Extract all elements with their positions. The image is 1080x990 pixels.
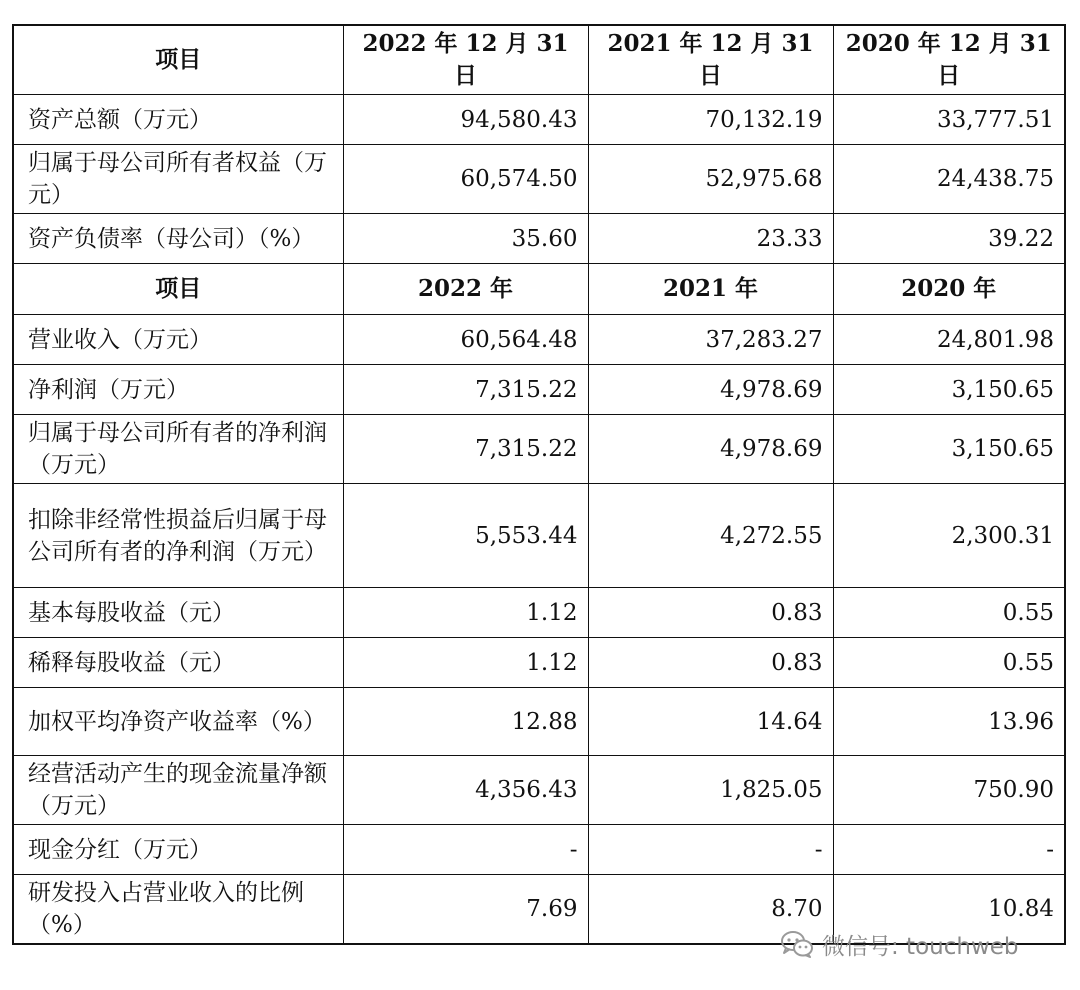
value-cell: 13.96 <box>833 688 1065 756</box>
value-cell: 7,315.22 <box>343 415 588 484</box>
table-row <box>13 588 1065 638</box>
value-cell: 4,356.43 <box>343 756 588 825</box>
row-label: 稀释每股收益（元） <box>13 638 343 688</box>
header-cell: 2021 年 12 月 31 日 <box>588 25 833 95</box>
value-cell: 37,283.27 <box>588 315 833 365</box>
row-label: 营业收入（万元） <box>13 315 343 365</box>
header-cell: 2021 年 <box>588 264 833 315</box>
value-cell: 10.84 <box>833 875 1065 945</box>
table-row <box>13 214 1065 264</box>
header-cell: 2020 年 <box>833 264 1065 315</box>
value-cell: 24,438.75 <box>833 145 1065 214</box>
value-cell: 3,150.65 <box>833 365 1065 415</box>
row-label: 资产负债率（母公司）（%） <box>13 214 343 264</box>
value-cell: 1,825.05 <box>588 756 833 825</box>
value-cell: - <box>588 825 833 875</box>
table-row <box>13 756 1065 825</box>
value-cell: 23.33 <box>588 214 833 264</box>
value-cell: 14.64 <box>588 688 833 756</box>
value-cell: 5,553.44 <box>343 484 588 588</box>
row-label: 资产总额（万元） <box>13 95 343 145</box>
value-cell: 0.83 <box>588 638 833 688</box>
row-label: 归属于母公司所有者的净利润（万元） <box>13 415 343 484</box>
row-label: 现金分红（万元） <box>13 825 343 875</box>
value-cell: 1.12 <box>343 588 588 638</box>
income-header-row <box>13 264 1065 315</box>
value-cell: 4,272.55 <box>588 484 833 588</box>
value-cell: 52,975.68 <box>588 145 833 214</box>
wechat-icon <box>780 930 814 958</box>
table-row <box>13 638 1065 688</box>
row-label: 加权平均净资产收益率（%） <box>13 688 343 756</box>
value-cell: 8.70 <box>588 875 833 945</box>
header-cell: 2022 年 <box>343 264 588 315</box>
value-cell: 35.60 <box>343 214 588 264</box>
value-cell: 3,150.65 <box>833 415 1065 484</box>
table-row <box>13 315 1065 365</box>
table-row <box>13 365 1065 415</box>
value-cell: 4,978.69 <box>588 365 833 415</box>
wechat-watermark <box>780 928 1019 960</box>
value-cell: 60,564.48 <box>343 315 588 365</box>
row-label: 经营活动产生的现金流量净额（万元） <box>13 756 343 825</box>
value-cell: 60,574.50 <box>343 145 588 214</box>
value-cell: 1.12 <box>343 638 588 688</box>
value-cell: 2,300.31 <box>833 484 1065 588</box>
balance-header-row <box>13 25 1065 95</box>
table-row <box>13 825 1065 875</box>
value-cell: 0.55 <box>833 638 1065 688</box>
value-cell: 33,777.51 <box>833 95 1065 145</box>
value-cell: 39.22 <box>833 214 1065 264</box>
header-cell: 项目 <box>13 25 343 95</box>
row-label: 基本每股收益（元） <box>13 588 343 638</box>
value-cell: 750.90 <box>833 756 1065 825</box>
financial-table <box>12 24 1066 945</box>
header-cell: 项目 <box>13 264 343 315</box>
value-cell: 0.83 <box>588 588 833 638</box>
value-cell: 94,580.43 <box>343 95 588 145</box>
value-cell: 0.55 <box>833 588 1065 638</box>
header-cell: 2022 年 12 月 31 日 <box>343 25 588 95</box>
value-cell: 7.69 <box>343 875 588 945</box>
value-cell: 12.88 <box>343 688 588 756</box>
value-cell: 24,801.98 <box>833 315 1065 365</box>
table-row <box>13 415 1065 484</box>
value-cell: 70,132.19 <box>588 95 833 145</box>
value-cell: - <box>343 825 588 875</box>
value-cell: 4,978.69 <box>588 415 833 484</box>
row-label: 净利润（万元） <box>13 365 343 415</box>
table-row <box>13 95 1065 145</box>
watermark-text: 微信号: touchweb <box>822 933 1019 960</box>
value-cell: 7,315.22 <box>343 365 588 415</box>
table-row <box>13 484 1065 588</box>
row-label: 归属于母公司所有者权益（万元） <box>13 145 343 214</box>
table-row <box>13 688 1065 756</box>
value-cell: - <box>833 825 1065 875</box>
row-label: 扣除非经常性损益后归属于母公司所有者的净利润（万元） <box>13 484 343 588</box>
row-label: 研发投入占营业收入的比例（%） <box>13 875 343 945</box>
table-row <box>13 145 1065 214</box>
header-cell: 2020 年 12 月 31 日 <box>833 25 1065 95</box>
